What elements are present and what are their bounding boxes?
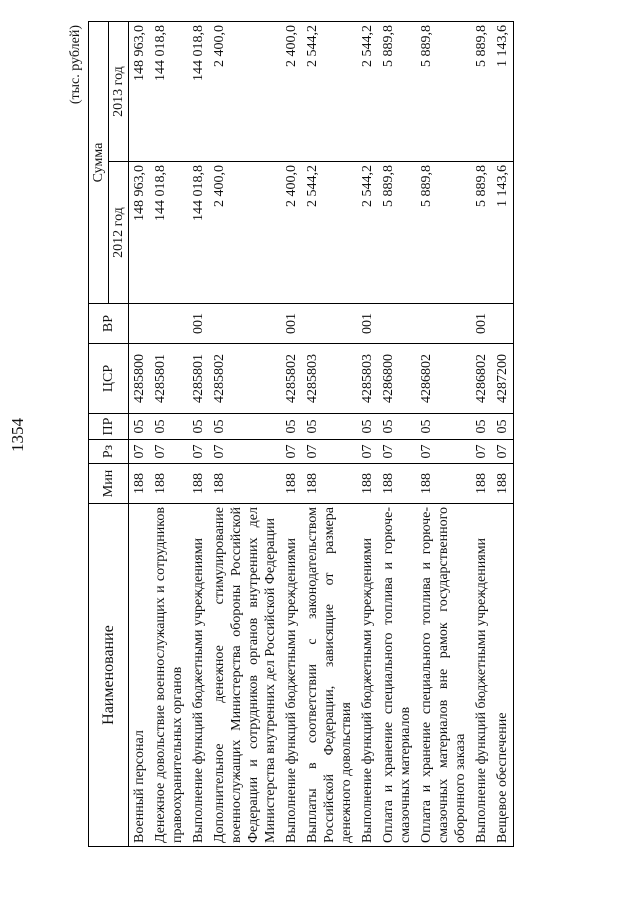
cell-min: 188 [416,464,471,504]
table-row [188,22,209,847]
cell-min: 188 [150,464,188,504]
cell-name: Оплата и хранение специального топлива и горюче-смазочных материалов вне рамок государственного оборонного заказа [416,504,471,847]
cell-2013: 2 400,0 [209,22,281,162]
cell-2012: 148 963,0 [129,162,151,304]
cell-pr: 05 [492,414,514,440]
cell-rz: 07 [416,440,471,464]
cell-min: 188 [188,464,209,504]
header-2013: 2013 год [109,22,129,162]
cell-2013: 2 544,2 [302,22,357,162]
table-row [471,22,492,847]
cell-vr [492,304,514,344]
cell-vr: 001 [357,304,378,344]
cell-2013: 148 963,0 [129,22,151,162]
cell-pr: 05 [357,414,378,440]
cell-name: Оплата и хранение специального топлива и горюче-смазочных материалов [378,504,416,847]
cell-rz: 07 [209,440,281,464]
cell-vr [129,304,151,344]
cell-name: Выполнение функций бюджетными учреждениями [357,504,378,847]
header-rz: Рз [89,440,129,464]
cell-vr: 001 [281,304,302,344]
table-row [150,22,188,847]
table-row [492,22,514,847]
cell-min: 188 [378,464,416,504]
cell-2012: 5 889,8 [471,162,492,304]
cell-vr: 001 [188,304,209,344]
cell-pr: 05 [281,414,302,440]
table-row [302,22,357,847]
cell-rz: 07 [492,440,514,464]
cell-min: 188 [209,464,281,504]
cell-name: Выполнение функций бюджетными учреждениями [281,504,302,847]
cell-2012: 5 889,8 [416,162,471,304]
cell-2012: 2 544,2 [357,162,378,304]
cell-min: 188 [302,464,357,504]
cell-pr: 05 [302,414,357,440]
cell-2012: 2 400,0 [281,162,302,304]
header-2012: 2012 год [109,162,129,304]
cell-csr: 4285802 [209,344,281,414]
cell-csr: 4286802 [416,344,471,414]
table-row [281,22,302,847]
cell-name: Военный персонал [129,504,151,847]
cell-vr [302,304,357,344]
cell-vr: 001 [471,304,492,344]
cell-csr: 4285803 [302,344,357,414]
table-row [129,22,151,847]
header-min: Мин [89,464,129,504]
cell-csr: 4285801 [188,344,209,414]
cell-rz: 07 [378,440,416,464]
cell-2013: 144 018,8 [150,22,188,162]
table-row [378,22,416,847]
header-sum: Сумма [89,22,109,304]
cell-rz: 07 [281,440,302,464]
cell-csr: 4285803 [357,344,378,414]
cell-rz: 07 [357,440,378,464]
cell-csr: 4285802 [281,344,302,414]
cell-min: 188 [492,464,514,504]
table-row [357,22,378,847]
cell-2013: 2 400,0 [281,22,302,162]
cell-csr: 4286800 [378,344,416,414]
page-number: 1354 [8,418,27,452]
table-row [209,22,281,847]
cell-min: 188 [129,464,151,504]
cell-2012: 1 143,6 [492,162,514,304]
cell-2013: 144 018,8 [188,22,209,162]
cell-name: Выполнение функций бюджетными учреждениями [471,504,492,847]
cell-rz: 07 [188,440,209,464]
cell-2013: 5 889,8 [378,22,416,162]
cell-min: 188 [357,464,378,504]
cell-vr [150,304,188,344]
cell-csr: 4285801 [150,344,188,414]
cell-name: Дополнительное денежное стимулирование военнослужащих Министерства обороны Российской Федерации и сотрудников органов внутренних дел Министерства внутренних дел Российской Федерации [209,504,281,847]
cell-csr: 4287200 [492,344,514,414]
cell-2012: 2 400,0 [209,162,281,304]
budget-table [88,21,514,847]
table-body [129,22,514,847]
cell-2012: 2 544,2 [302,162,357,304]
cell-min: 188 [281,464,302,504]
cell-name: Денежное довольствие военнослужащих и сотрудников правоохранительных органов [150,504,188,847]
cell-2012: 144 018,8 [188,162,209,304]
header-csr: ЦСР [89,344,129,414]
cell-pr: 05 [378,414,416,440]
header-vr: ВР [89,304,129,344]
units-note: (тыс. рублей) [68,25,83,105]
cell-pr: 05 [129,414,151,440]
header-pr: ПР [89,414,129,440]
cell-csr: 4285800 [129,344,151,414]
cell-vr [416,304,471,344]
cell-rz: 07 [471,440,492,464]
cell-pr: 05 [416,414,471,440]
cell-2012: 144 018,8 [150,162,188,304]
cell-rz: 07 [129,440,151,464]
cell-pr: 05 [150,414,188,440]
header-name: Наименование [89,504,129,847]
cell-name: Выполнение функций бюджетными учреждениями [188,504,209,847]
table-row [416,22,471,847]
cell-2012: 5 889,8 [378,162,416,304]
cell-pr: 05 [471,414,492,440]
cell-vr [378,304,416,344]
cell-2013: 5 889,8 [416,22,471,162]
cell-name: Выплаты в соответствии с законодательством Российской Федерации, зависящие от размера денежного довольствия [302,504,357,847]
cell-min: 188 [471,464,492,504]
cell-2013: 5 889,8 [471,22,492,162]
cell-2013: 2 544,2 [357,22,378,162]
cell-csr: 4286802 [471,344,492,414]
cell-pr: 05 [209,414,281,440]
cell-name: Вещевое обеспечение [492,504,514,847]
cell-pr: 05 [188,414,209,440]
cell-2013: 1 143,6 [492,22,514,162]
cell-vr [209,304,281,344]
cell-rz: 07 [150,440,188,464]
cell-rz: 07 [302,440,357,464]
